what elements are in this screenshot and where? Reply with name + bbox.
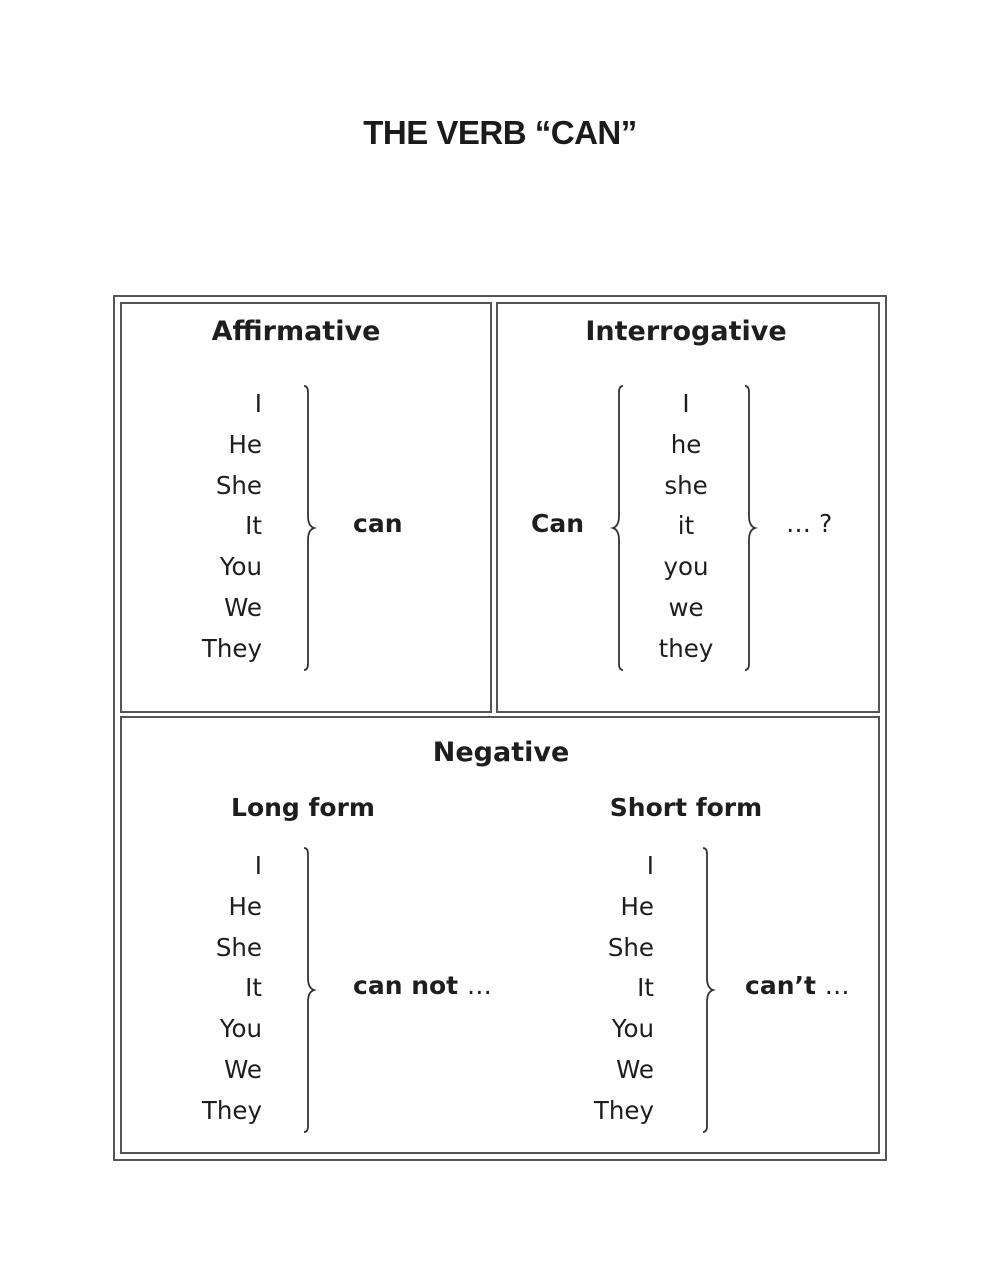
pronoun: We (224, 592, 262, 622)
closing-brace (741, 386, 761, 670)
pronoun: we (668, 592, 704, 622)
pronoun: you (663, 552, 709, 582)
pronoun: They (201, 1095, 262, 1125)
pronoun: they (658, 633, 714, 663)
closing-brace (699, 848, 719, 1132)
pronoun: It (245, 511, 262, 541)
page-title: THE VERB “CAN” (363, 114, 637, 151)
interrogative-ending: … ? (786, 509, 833, 538)
pronoun: They (201, 633, 262, 663)
interrogative-pronoun-list (636, 384, 736, 670)
closing-brace (300, 848, 320, 1132)
short-form-heading: Short form (609, 793, 763, 822)
pronoun: It (245, 973, 262, 1003)
pronoun: He (228, 429, 262, 459)
affirmative-pronoun-list (150, 384, 262, 670)
long-form-heading: Long form (231, 793, 375, 822)
pronoun: She (607, 932, 654, 962)
pronoun: They (593, 1095, 654, 1125)
pronoun: It (637, 973, 654, 1003)
pronoun: she (664, 470, 708, 500)
pronoun: She (215, 932, 262, 962)
pronoun: I (254, 389, 262, 418)
affirmative-verb: can (353, 509, 403, 538)
pronoun: You (219, 552, 262, 582)
interrogative-heading: Interrogative (585, 316, 787, 347)
pronoun: She (215, 470, 262, 500)
pronoun: he (670, 429, 702, 459)
interrogative-verb: Can (531, 509, 585, 538)
closing-brace (300, 386, 320, 670)
long-form-pronoun-list (150, 846, 262, 1132)
pronoun: You (219, 1014, 262, 1044)
short-form-verb: can’t … (745, 971, 850, 1000)
pronoun: You (611, 1014, 654, 1044)
pronoun: I (254, 851, 262, 880)
short-form-pronoun-list (542, 846, 654, 1132)
pronoun: We (616, 1054, 654, 1084)
affirmative-heading: Affirmative (211, 316, 381, 347)
pronoun: He (620, 891, 654, 921)
pronoun: We (224, 1054, 262, 1084)
pronoun: He (228, 891, 262, 921)
long-form-verb: can not … (353, 971, 492, 1000)
pronoun: I (646, 851, 654, 880)
opening-brace (607, 386, 627, 670)
pronoun: I (682, 389, 690, 418)
negative-heading: Negative (432, 737, 570, 768)
pronoun: it (677, 511, 695, 541)
